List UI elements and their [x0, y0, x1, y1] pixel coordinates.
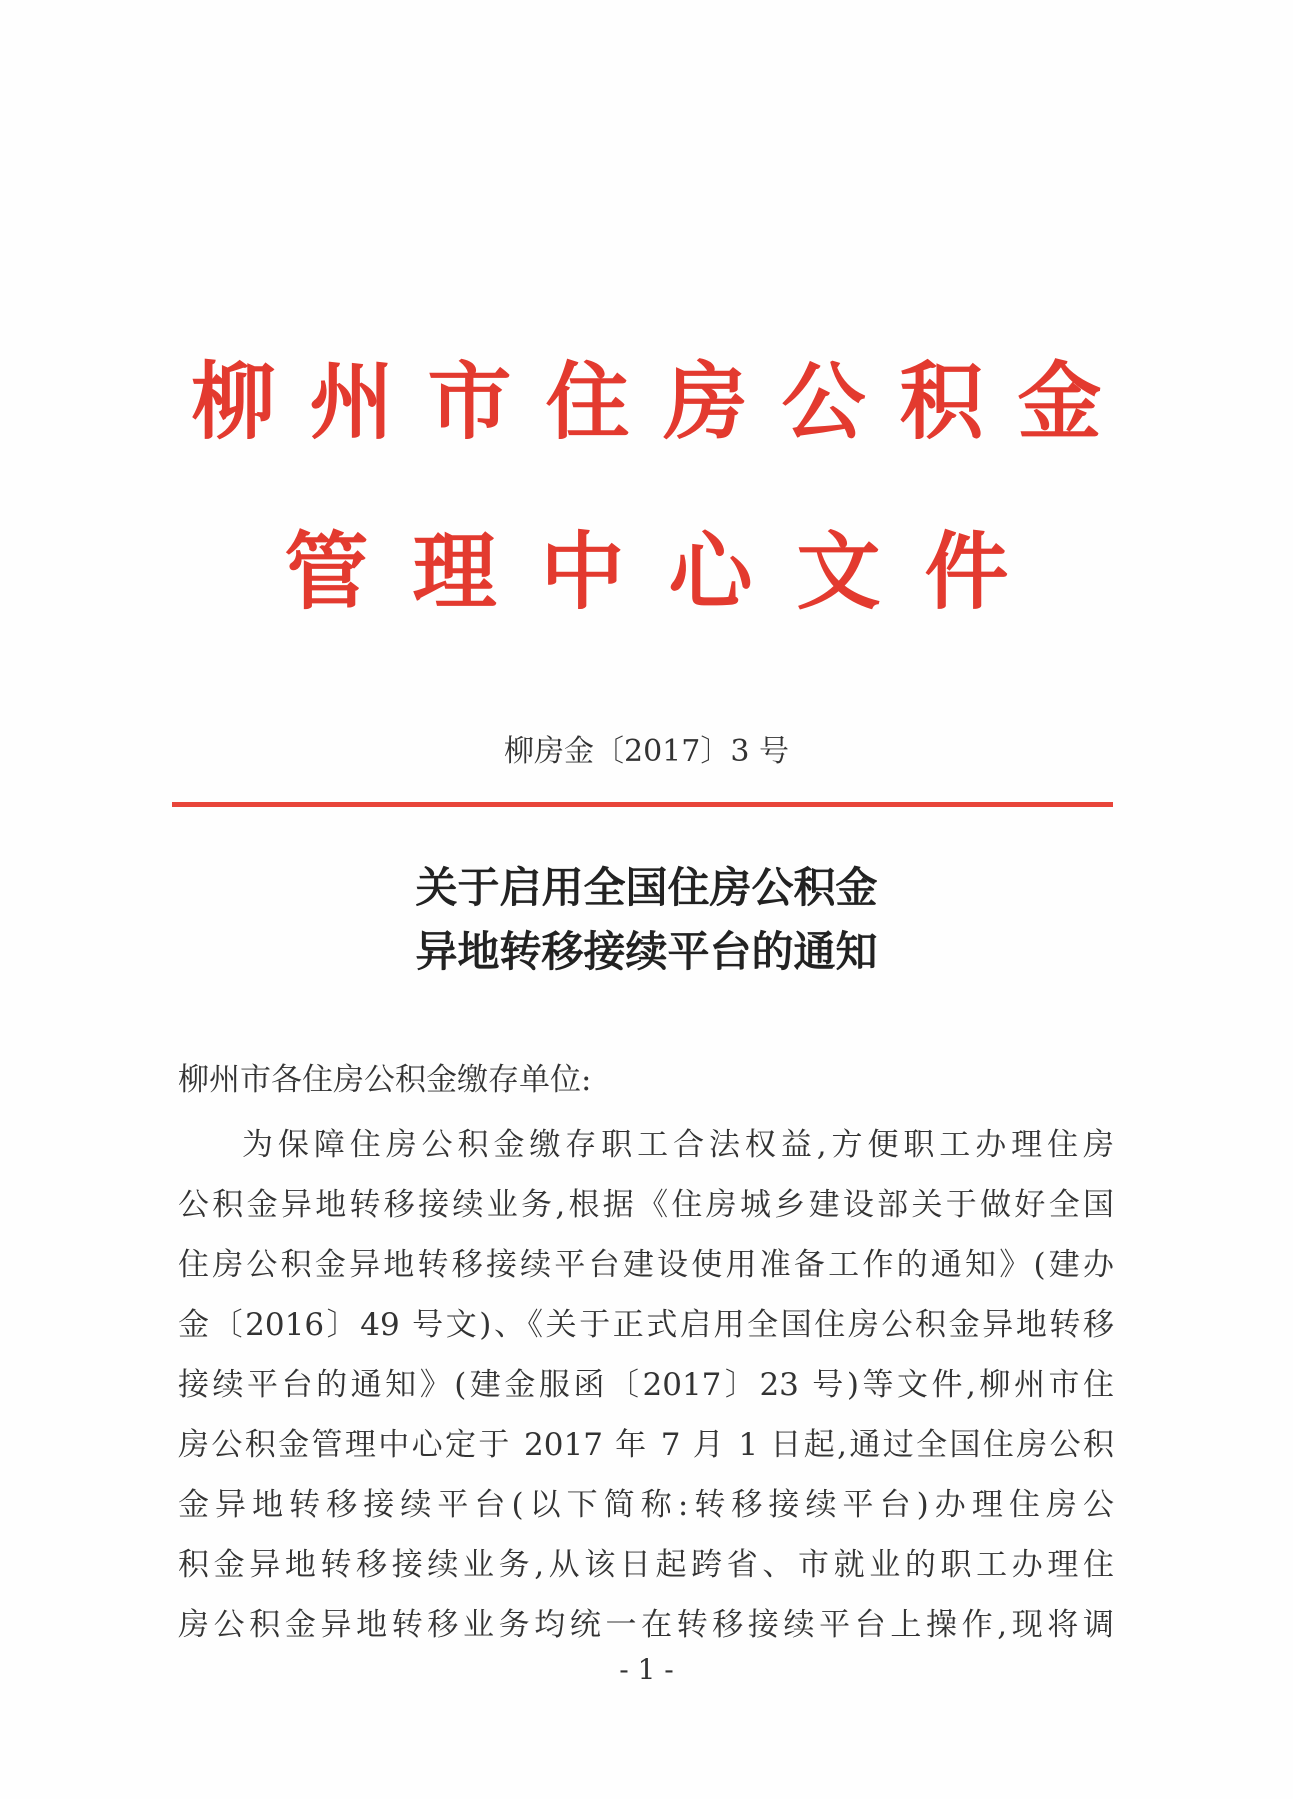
body-line: 接续平台的通知》(建金服函〔2017〕23 号)等文件,柳州市住 [178, 1367, 1114, 1403]
body-line: 积金异地转移接续业务,从该日起跨省、市就业的职工办理住 [178, 1547, 1114, 1583]
document-title-line-2: 异地转移接续平台的通知 [415, 927, 878, 976]
issuer-header-line-2: 管理中心文件 [284, 522, 1053, 621]
body-text [178, 1115, 1114, 1655]
red-separator-rule [172, 802, 1113, 807]
document-number: 柳房金〔2017〕3 号 [504, 734, 789, 769]
body-line: 住房公积金异地转移接续平台建设使用准备工作的通知》(建办 [178, 1247, 1114, 1283]
body-line: 公积金异地转移接续业务,根据《住房城乡建设部关于做好全国 [178, 1187, 1114, 1223]
salutation: 柳州市各住房公积金缴存单位: [178, 1062, 592, 1098]
body-line: 金〔2016〕49 号文)、《关于正式启用全国住房公积金异地转移 [178, 1307, 1114, 1343]
body-line: 房公积金管理中心定于 2017 年 7 月 1 日起,通过全国住房公积 [178, 1427, 1114, 1463]
body-line: 金异地转移接续平台(以下简称:转移接续平台)办理住房公 [178, 1487, 1114, 1523]
body-line: 房公积金异地转移业务均统一在转移接续平台上操作,现将调 [178, 1607, 1114, 1643]
page-number: - 1 - [619, 1653, 674, 1686]
document-title-line-1: 关于启用全国住房公积金 [415, 863, 878, 912]
issuer-header-line-1: 柳州市住房公积金 [191, 352, 1136, 451]
body-line: 为保障住房公积金缴存职工合法权益,方便职工办理住房 [242, 1127, 1114, 1163]
